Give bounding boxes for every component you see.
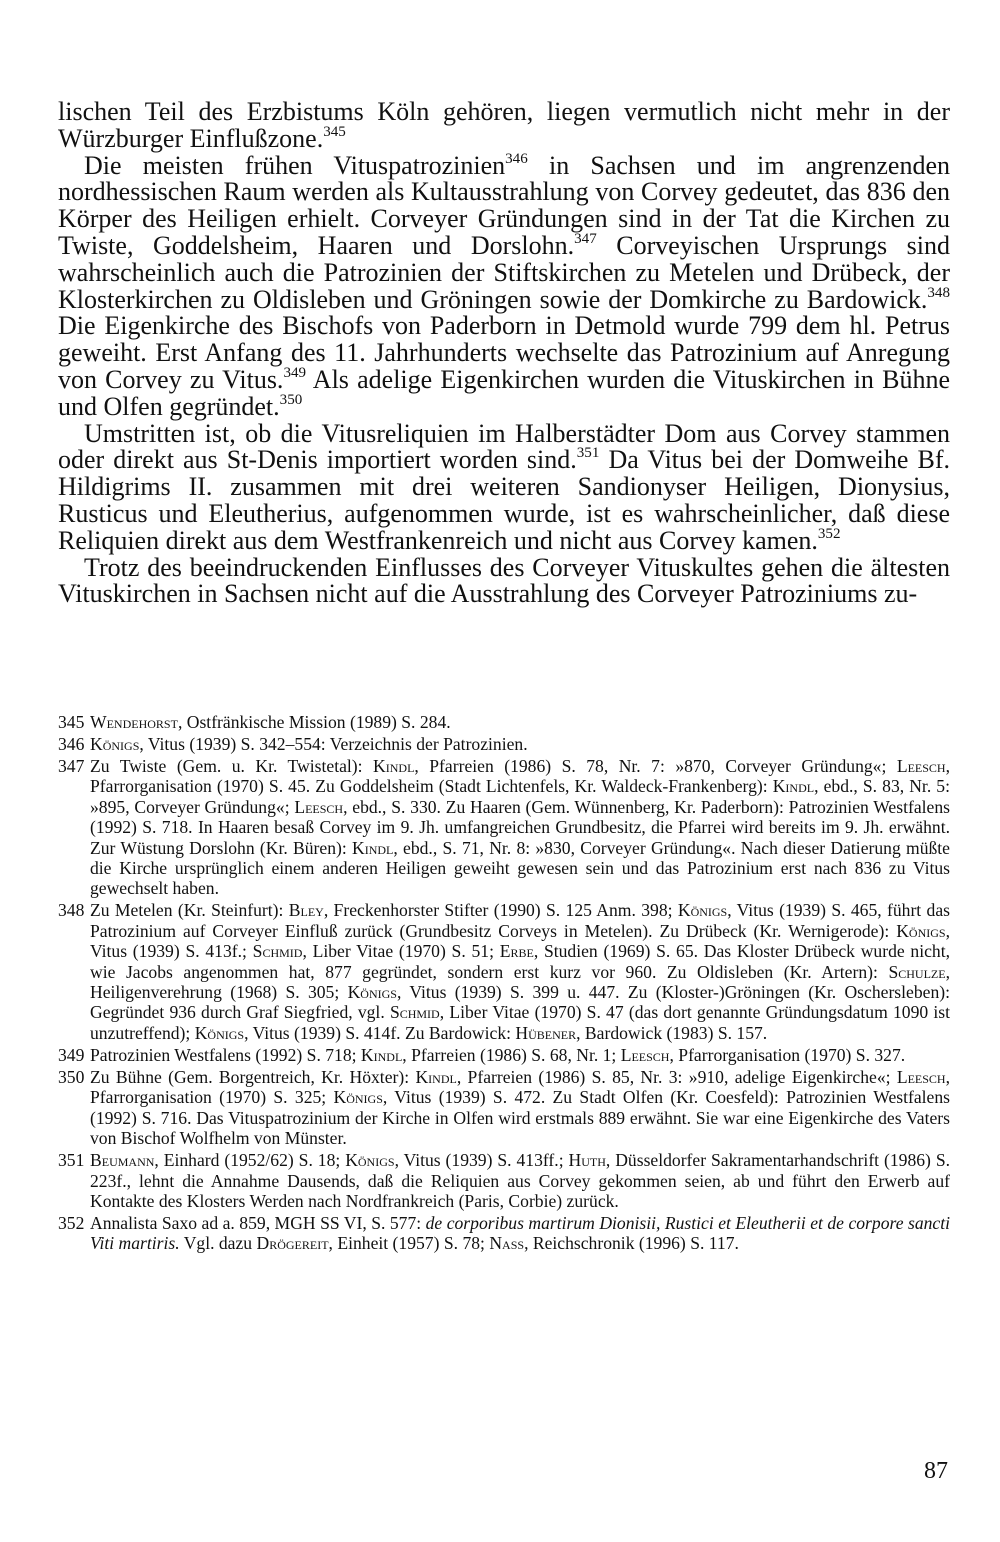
author-name: Drögereit [256, 1233, 329, 1254]
footnote-text: Wendehorst, Ostfränkische Mission (1989) S. 284. [90, 712, 451, 732]
author-name: Schmid [252, 941, 303, 962]
author-name: Königs [347, 982, 397, 1003]
paragraph-4 [58, 552, 950, 609]
footnote-ref-352[interactable]: 352 [817, 525, 841, 542]
footnotes [58, 712, 950, 1255]
paragraph-text: Die meisten frühen Vituspatrozinien [84, 150, 506, 180]
footnote-ref-346[interactable]: 346 [505, 150, 528, 167]
author-name: Beumann [90, 1150, 155, 1171]
author-name: Königs [333, 1087, 383, 1108]
author-name: Kindl [415, 1066, 457, 1087]
author-name: Kindl [373, 756, 415, 776]
paragraph-1 [58, 99, 950, 153]
footnote-number: 347 [58, 756, 85, 776]
author-name: Leesch [896, 1066, 946, 1087]
latin-quotation: de corporibus martirum Dionisii, Rustici et Eleutherii et de corpore sancti Viti martiris. [90, 1212, 950, 1254]
footnote-number: 346 [58, 734, 85, 754]
footnote-ref-345[interactable]: 345 [323, 123, 346, 140]
footnote-text: Königs, Vitus (1939) S. 342–554: Verzeichnis der Patrozinien. [90, 734, 528, 754]
author-name: Königs [896, 920, 946, 941]
footnote-number: 350 [58, 1066, 85, 1087]
footnote-ref-350[interactable]: 350 [279, 391, 303, 408]
paragraph-text: in Sachsen und im angrenzenden nordhessischen Raum werden als Kultausstrahlung von Corvey gedeutet, das 836 den Körper des Heiligen erhielt. Corveyer Gründungen sind in der Tat die Kirchen zu Twiste, Goddelsheim, Haaren und Dorslohn. [58, 150, 950, 260]
footnote-text: Beumann, Einhard (1952/62) S. 18; Königs, Vitus (1939) S. 413ff.; Huth, Düsseldorfer Sakramentarhandschrift (1986) S. 223f., lehnt die Annahme Dausends, daß die Reliquien aus Corvey gekommen seien, ab und führt den Erwerb auf Kontakte des Klosters Werden nach Nordfrankreich (Paris, Corbie) zurück. [90, 1150, 951, 1211]
footnote-text: Zu Twiste (Gem. u. Kr. Twistetal): Kindl, Pfarreien (1986) S. 78, Nr. 7: »870, Corveyer Gründung«; Leesch, Pfarrorganisation (1970) S. 45. Zu Goddelsheim (Stadt Lichtenfels, Kr. Waldeck-Frankenberg): Kindl, ebd., S. 83, Nr. 5: »895, Corveyer Gründung«; Leesch, ebd., S. 330. Zu Haaren (Gem. Wünnenberg, Kr. Paderborn): Patrozinien Westfalens (1992) S. 718. In Haaren besaß Corvey im 9. Jh. umfangreichen Grundbesitz, die Pfarrei wird bereits im 9. Jh. erwähnt. Zur Wüstung Dorslohn (Kr. Büren): Kindl, ebd., S. 71, Nr. 8: »830, Corveyer Gründung«. Nach dieser Datierung müßte die Kirche ursprünglich einem anderen Heiligen geweiht gewesen sein und das Patrozinium erst nach 836 zu Vitus gewechselt haben. [90, 756, 950, 899]
paragraph-2 [58, 150, 950, 421]
footnote-348 [58, 900, 950, 1043]
paragraph-text: Trotz des beeindruckenden Einflusses des Corveyer Vituskultes gehen die ältesten Vituskirchen in Sachsen nicht auf die Ausstrahlung des Corveyer Patroziniums zu- [58, 552, 950, 609]
footnote-number: 351 [58, 1150, 85, 1171]
footnote-number: 352 [58, 1212, 85, 1233]
author-name: Königs [194, 1022, 245, 1043]
author-name: Nass [489, 1233, 525, 1254]
footnote-number: 348 [58, 900, 85, 921]
paragraph-text: Umstritten ist, ob die Vitusreliquien im Halberstädter Dom aus Corvey stammen oder direkt aus St-Denis importiert worden sind. [58, 418, 950, 475]
footnote-346 [58, 734, 950, 754]
author-name: Hübener [515, 1022, 577, 1043]
author-name: Leesch [896, 756, 946, 776]
author-name: Königs [677, 900, 728, 921]
author-name: Königs [90, 734, 140, 754]
author-name: Leesch [620, 1044, 670, 1065]
paragraph-text: Da Vitus bei der Domweihe Bf. Hildigrims II. zusammen mit drei weiteren Sandionyser Heiligen, Dionysius, Rusticus und Eleutherius, aufgenommen wurde, ist es wahrscheinlicher, daß diese Reliquien direkt aus dem Westfrankenreich und nicht aus Corvey kamen. [58, 445, 950, 555]
footnote-352 [58, 1213, 950, 1254]
footnote-345 [58, 712, 950, 732]
author-name: Bley [288, 900, 324, 921]
footnote-text: Zu Metelen (Kr. Steinfurt): Bley, Freckenhorster Stifter (1990) S. 125 Anm. 398; Königs, Vitus (1939) S. 465, führt das Patrozinium auf Corveyer Einfluß zurück (Grundbesitz Corveys in Metelen). Zu Drübeck (Kr. Wernigerode): Königs, Vitus (1939) S. 413f.; Schmid, Liber Vitae (1970) S. 51; Erbe, Studien (1969) S. 65. Das Kloster Drübeck wurde nicht, wie Jacobs angenommen hat, 877 gegründet, sondern erst kurz vor 960. Zu Oldisleben (Kr. Artern): Schulze, Heiligenverehrung (1968) S. 305; Königs, Vitus (1939) S. 399 u. 447. Zu (Kloster-)Gröningen (Kr. Oschersleben): Gegründet 936 durch Graf Siegfried, vgl. Schmid, Liber Vitae (1970) S. 47 (das dort genannte Gründungsdatum 1090 ist unzutreffend); Königs, Vitus (1939) S. 414f. Zu Bardowick: Hübener, Bardowick (1983) S. 157. [90, 900, 951, 1043]
author-name: Huth [568, 1150, 606, 1171]
author-name: Kindl [352, 837, 394, 858]
paragraph-text: Als adelige Eigenkirchen wurden die Vituskirchen in Bühne und Olfen gegründet. [58, 364, 950, 421]
paragraph-text: Die Eigenkirche des Bischofs von Paderborn in Detmold wurde 799 dem hl. Petrus geweiht. Erst Anfang des 11. Jahrhunderts wechselte das Patrozinium auf Anregung von Corvey zu Vitus. [58, 311, 950, 394]
footnote-number: 345 [58, 712, 85, 732]
footnote-text: Annalista Saxo ad a. 859, MGH SS VI, S. 577: de corporibus martirum Dionisii, Rustici et Eleutherii et de corpore sancti Viti martiris. Vgl. dazu Drögereit, Einheit (1957) S. 78; Nass, Reichschronik (1996) S. 117. [90, 1212, 950, 1254]
author-name: Wendehorst [90, 712, 178, 732]
footnote-ref-351[interactable]: 351 [576, 445, 600, 462]
footnote-349 [58, 1045, 950, 1065]
paragraph-3 [58, 418, 950, 555]
author-name: Königs [345, 1150, 395, 1171]
page-number: 87 [924, 1458, 948, 1484]
author-name: Erbe [499, 941, 534, 962]
footnote-ref-347[interactable]: 347 [574, 231, 597, 248]
paragraph-text: Corveyischen Ursprungs sind wahrscheinlich auch die Patrozinien der Stiftskirchen zu Metelen und Drübeck, der Klosterkirchen zu Oldisleben und Gröningen sowie der Domkirche zu Bardowick. [58, 230, 950, 314]
author-name: Schulze [888, 961, 946, 982]
author-name: Leesch [294, 796, 344, 817]
footnote-ref-348[interactable]: 348 [927, 284, 950, 301]
paragraph-text: lischen Teil des Erzbistums Köln gehören, liegen vermutlich nicht mehr in der Würzburger Einflußzone. [58, 97, 950, 153]
footnote-text: Zu Bühne (Gem. Borgentreich, Kr. Höxter): Kindl, Pfarreien (1986) S. 85, Nr. 3: »910, adelige Eigenkirche«; Leesch, Pfarrorganisation (1970) S. 325; Königs, Vitus (1939) S. 472. Zu Stadt Olfen (Kr. Coesfeld): Patrozinien Westfalens (1992) S. 716. Das Vituspatrozinium der Kirche in Olfen wird erstmals 889 erwähnt. Sie war eine Eigenkirche des Vaters von Bischof Wolfhelm von Münster. [90, 1066, 951, 1149]
author-name: Kindl [360, 1044, 403, 1065]
footnote-347 [58, 756, 950, 899]
footnote-text: Patrozinien Westfalens (1992) S. 718; Kindl, Pfarreien (1986) S. 68, Nr. 1; Leesch, Pfarrorganisation (1970) S. 327. [90, 1044, 906, 1065]
footnote-number: 349 [58, 1044, 85, 1065]
main-text [58, 99, 950, 608]
footnote-ref-349[interactable]: 349 [283, 365, 307, 382]
author-name: Kindl [772, 776, 815, 797]
footnote-350 [58, 1067, 950, 1149]
footnote-351 [58, 1150, 950, 1211]
author-name: Schmid [389, 1002, 440, 1023]
